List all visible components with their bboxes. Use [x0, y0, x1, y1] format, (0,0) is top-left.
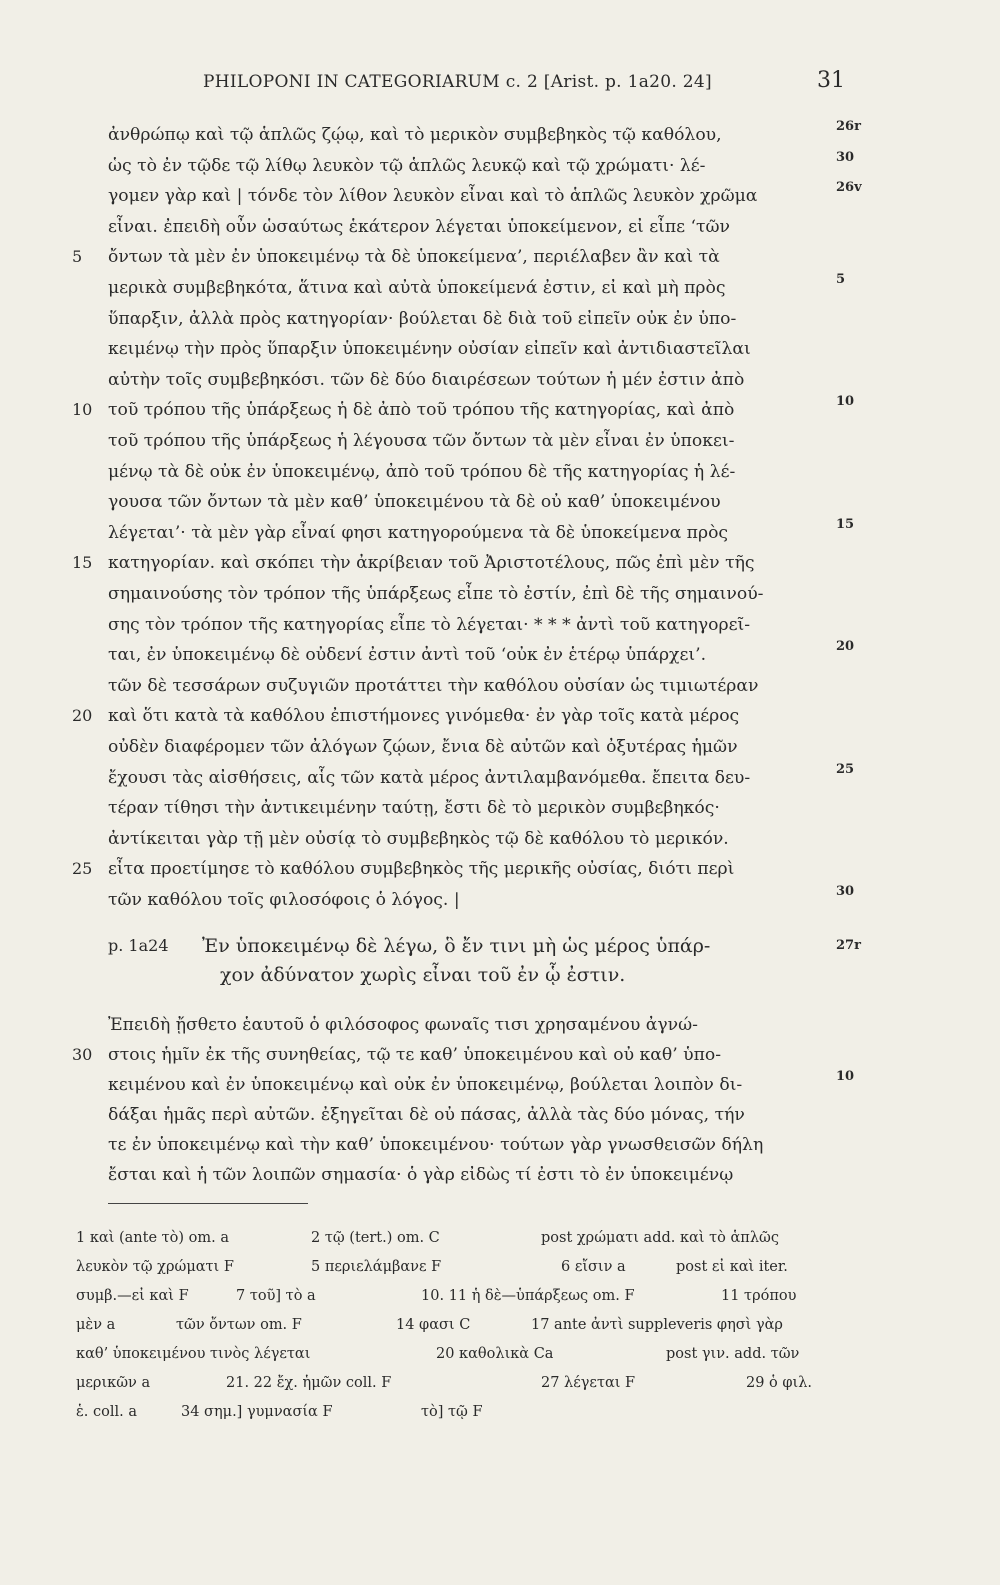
footnote-entry: μὲν a	[76, 1317, 116, 1333]
footnote-entry: λευκὸν τῷ χρώματι F	[76, 1259, 234, 1275]
text-line: ὕπαρξιν, ἀλλὰ πρὸς κατηγορίαν· βούλεται δὲ διὰ τοῦ εἰπεῖν οὐκ ἐν ὑπο-	[108, 308, 737, 329]
line-number: 5	[72, 247, 83, 267]
text-line: τοῦ τρόπου τῆς ὑπάρξεως ἡ δὲ ἀπὸ τοῦ τρόπου τῆς κατηγορίας, καὶ ἀπὸ	[108, 400, 735, 421]
line-number: 30	[72, 1045, 93, 1064]
footnote-entry: 6 εἴσιν a	[561, 1259, 626, 1275]
margin-reference: 10	[836, 394, 855, 410]
text-line: δάξαι ἡμᾶς περὶ αὐτῶν. ἐξηγεῖται δὲ οὐ πάσας, ἀλλὰ τὰς δύο μόνας, τήν	[108, 1105, 745, 1125]
running-header	[203, 68, 845, 98]
text-line: σημαινούσης τὸν τρόπον τῆς ὑπάρξεως εἶπε τὸ ἐστίν, ἐπὶ δὲ τῆς σημαινού-	[108, 584, 764, 604]
margin-reference: 26v	[836, 180, 862, 196]
text-line: αὐτὴν τοῖς συμβεβηκόσι. τῶν δὲ δύο διαιρέσεων τούτων ἡ μέν ἐστιν ἀπὸ	[108, 369, 745, 390]
text-line: Ἐπειδὴ ᾔσθετο ἑαυτοῦ ὁ φιλόσοφος φωναῖς τισι χρησαμένου ἀγνώ-	[108, 1015, 698, 1035]
footnote-entry: 7 τοῦ] τὸ a	[236, 1288, 316, 1304]
line-number: 10	[72, 400, 93, 420]
margin-reference: 26r	[836, 119, 861, 134]
lemma-margin-number: 27r	[836, 938, 861, 953]
footnote-entry: 10. 11 ἡ δὲ—ὑπάρξεως om. F	[421, 1288, 635, 1304]
lemma-reference: p. 1a24	[108, 936, 169, 955]
footnote-entry: 27 λέγεται F	[541, 1375, 636, 1391]
footnote-entry: 2 τῷ (tert.) om. C	[311, 1230, 440, 1246]
line-number: 20	[72, 706, 93, 726]
margin-reference: 5	[836, 272, 846, 287]
text-line: ὄντων τὰ μὲν ἐν ὑποκειμένῳ τὰ δὲ ὑποκείμενα’, περιέλαβεν ἂν καὶ τὰ	[108, 247, 720, 268]
text-line: ὡς τὸ ἐν τῷδε τῷ λίθῳ λευκὸν τῷ ἁπλῶς λευκῷ καὶ τῷ χρώματι· λέ-	[108, 155, 706, 176]
footnote-entry: post χρώματι add. καὶ τὸ ἁπλῶς	[541, 1230, 779, 1246]
margin-reference: 25	[836, 761, 855, 777]
margin-reference: 10	[836, 1069, 855, 1084]
text-line: τῶν δὲ τεσσάρων συζυγιῶν προτάττει τὴν καθόλου οὐσίαν ὡς τιμιωτέραν	[108, 675, 759, 696]
footnote-entry: 34 σημ.] γυμνασία F	[181, 1404, 333, 1420]
text-line: κατηγορίαν. καὶ σκόπει τὴν ἀκρίβειαν τοῦ Ἀριστοτέλους, πῶς ἐπὶ μὲν τῆς	[108, 553, 755, 574]
text-line: ἀνθρώπῳ καὶ τῷ ἁπλῶς ζῴῳ, καὶ τὸ μερικὸν συμβεβηκὸς τῷ καθόλου,	[108, 125, 722, 145]
text-line: ται, ἐν ὑποκειμένῳ δὲ οὐδενί ἐστιν ἀντὶ τοῦ ‘οὐκ ἐν ἑτέρῳ ὑπάρχει’.	[108, 645, 707, 666]
footnote-entry: 11 τρόπου	[721, 1288, 797, 1304]
text-line: εἶναι. ἐπειδὴ οὖν ὡσαύτως ἑκάτερον λέγεται ὑποκείμενον, εἰ εἶπε ‘τῶν	[108, 216, 730, 237]
text-line: τοῦ τρόπου τῆς ὑπάρξεως ἡ λέγουσα τῶν ὄντων τὰ μὲν εἶναι ἐν ὑποκει-	[108, 431, 735, 451]
lemma-line-2: χον ἀδύνατον χωρὶς εἶναι τοῦ ἐν ᾧ ἐστιν.	[220, 964, 626, 986]
footnote-entry: καθ’ ὑποκειμένου τινὸς λέγεται	[76, 1346, 311, 1362]
footnote-entry: 5 περιελάμβανε F	[311, 1259, 442, 1275]
text-line: ἔχουσι τὰς αἰσθήσεις, αἷς τῶν κατὰ μέρος ἀντιλαμβανόμεθα. ἔπειτα δευ-	[108, 767, 751, 788]
text-line: εἶτα προετίμησε τὸ καθόλου συμβεβηκὸς τῆς μερικῆς οὐσίας, διότι περὶ	[108, 859, 735, 880]
footnote-entry: 1 καὶ (ante τὸ) om. a	[76, 1230, 230, 1246]
text-line: ἔσται καὶ ἡ τῶν λοιπῶν σημασία· ὁ γὰρ εἰδὼς τί ἐστι τὸ ἐν ὑποκειμένῳ	[108, 1165, 734, 1185]
text-line: γομεν γὰρ καὶ | τόνδε τὸν λίθον λευκὸν εἶναι καὶ τὸ ἁπλῶς λευκὸν χρῶμα	[108, 186, 758, 207]
footnote-entry: post εἰ καὶ iter.	[676, 1259, 788, 1275]
text-line: μερικὰ συμβεβηκότα, ἅτινα καὶ αὐτὰ ὑποκείμενά ἐστιν, εἰ καὶ μὴ πρὸς	[108, 278, 726, 298]
footnote-rule	[108, 1203, 308, 1204]
margin-reference: 15	[836, 516, 855, 532]
text-line: κειμένου καὶ ἐν ὑποκειμένῳ καὶ οὐκ ἐν ὑποκειμένῳ, βούλεται λοιπὸν δι-	[108, 1075, 743, 1095]
footnote-entry: 17 ante ἀντὶ suppleveris φησὶ γὰρ	[531, 1317, 783, 1333]
header-title: PHILOPONI IN CATEGORIARUM c. 2 [Arist. p. 1a20. 24]	[203, 72, 712, 92]
margin-reference: 20	[836, 639, 855, 655]
text-line: γουσα τῶν ὄντων τὰ μὲν καθ’ ὑποκειμένου τὰ δὲ οὐ καθ’ ὑποκειμένου	[108, 492, 721, 513]
footnote-entry: 29 ὁ φιλ.	[746, 1375, 813, 1391]
footnote-entry: συμβ.—εἰ καὶ F	[76, 1288, 189, 1304]
text-line: τέραν τίθησι τὴν ἀντικειμένην ταύτῃ, ἔστι δὲ τὸ μερικὸν συμβεβηκός·	[108, 798, 720, 819]
footnote-entry: 21. 22 ἔχ. ἡμῶν coll. F	[226, 1375, 392, 1391]
text-line: τε ἐν ὑποκειμένῳ καὶ τὴν καθ’ ὑποκειμένου· τούτων γὰρ γνωσθεισῶν δήλη	[108, 1135, 764, 1155]
text-line: μένῳ τὰ δὲ οὐκ ἐν ὑποκειμένῳ, ἀπὸ τοῦ τρόπου δὲ τῆς κατηγορίας ἡ λέ-	[108, 461, 736, 482]
footnote-entry: τῶν ὄντων om. F	[176, 1317, 302, 1333]
footnote-entry: post γιν. add. τῶν	[666, 1346, 800, 1362]
line-number: 25	[72, 859, 93, 879]
text-line: σης τὸν τρόπον τῆς κατηγορίας εἶπε τὸ λέγεται· * * * ἀντὶ τοῦ κατηγορεῖ-	[108, 614, 751, 635]
footnote-entry: 20 καθολικὰ Ca	[436, 1346, 554, 1362]
footnote-entry: τὸ] τῷ F	[421, 1404, 483, 1420]
line-number: 15	[72, 553, 93, 573]
text-line: κειμένῳ τὴν πρὸς ὕπαρξιν ὑποκειμένην οὐσίαν εἰπεῖν καὶ ἀντιδιαστεῖλαι	[108, 339, 751, 360]
text-line: στοις ἡμῖν ἐκ τῆς συνηθείας, τῷ τε καθ’ ὑποκειμένου καὶ οὐ καθ’ ὑπο-	[108, 1045, 722, 1065]
text-line: λέγεται’· τὰ μὲν γὰρ εἶναί φησι κατηγορούμενα τὰ δὲ ὑποκείμενα πρὸς	[108, 522, 729, 543]
footnote-entry: 14 φασι C	[396, 1317, 471, 1333]
text-line: ἀντίκειται γὰρ τῇ μὲν οὐσίᾳ τὸ συμβεβηκὸς τῷ δὲ καθόλου τὸ μερικόν.	[108, 828, 729, 849]
footnote-entry: ἑ. coll. a	[76, 1404, 137, 1420]
footnote-entry: μερικῶν a	[76, 1375, 151, 1391]
lemma-line-1: Ἐν ὑποκειμένῳ δὲ λέγω, ὃ ἔν τινι μὴ ὡς μέρος ὑπάρ-	[202, 935, 711, 957]
margin-reference: 30	[836, 149, 855, 165]
text-line: καὶ ὅτι κατὰ τὰ καθόλου ἐπιστήμονες γινόμεθα· ἐν γὰρ τοῖς κατὰ μέρος	[108, 706, 740, 727]
margin-reference: 30	[836, 884, 855, 899]
page-number: 31	[817, 68, 845, 93]
text-line: οὐδὲν διαφέρομεν τῶν ἀλόγων ζῴων, ἔνια δὲ αὐτῶν καὶ ὀξυτέρας ἡμῶν	[108, 737, 738, 757]
text-line: τῶν καθόλου τοῖς φιλοσόφοις ὁ λόγος. |	[108, 890, 460, 910]
